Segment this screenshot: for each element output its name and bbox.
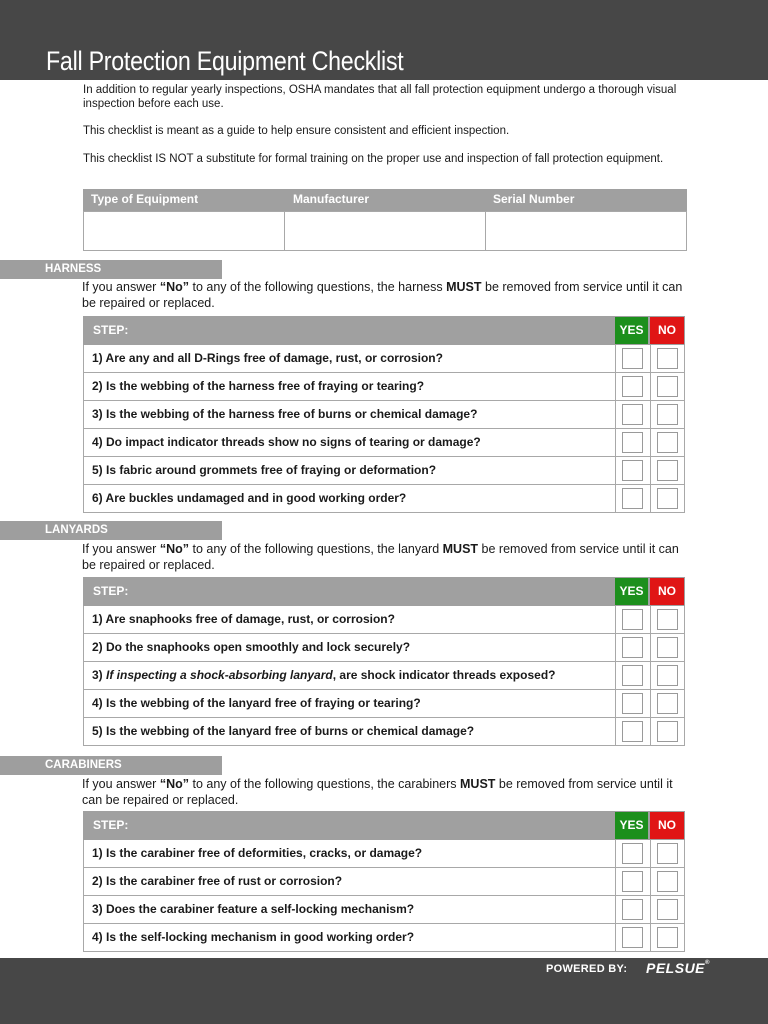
step-question (92, 668, 555, 682)
harness-step-row (83, 401, 685, 429)
harness-warning-must: MUST (446, 280, 482, 294)
no-header: NO (650, 578, 684, 605)
yes-checkbox[interactable] (622, 927, 643, 948)
no-checkbox[interactable] (657, 488, 678, 509)
no-checkbox[interactable] (657, 460, 678, 481)
harness-warning-text: If you answer (82, 280, 160, 294)
no-checkbox[interactable] (657, 376, 678, 397)
intro-paragraph-3: This checklist IS NOT a substitute for formal training on the proper use and inspection of fall protection equipment. (83, 153, 664, 165)
carabiners-step-row (83, 896, 685, 924)
logo-text: PELSUE (646, 960, 706, 976)
serial-number-header: Serial Number (493, 192, 575, 206)
step-label: STEP: (93, 584, 129, 598)
carabiners-warning (82, 777, 687, 808)
harness-warning-no: “No” (159, 280, 189, 294)
step-question: 4) Is the self-locking mechanism in good working order? (92, 930, 415, 944)
carabiners-warning-text-2: to any of the following questions, the carabiners (189, 777, 460, 791)
step-question: 4) Do impact indicator threads show no signs of tearing or damage? (92, 435, 481, 449)
step-question: 6) Are buckles undamaged and in good working order? (92, 491, 407, 505)
yes-checkbox[interactable] (622, 899, 643, 920)
no-checkbox[interactable] (657, 721, 678, 742)
harness-step-header (83, 316, 685, 345)
yes-checkbox[interactable] (622, 432, 643, 453)
yes-checkbox[interactable] (622, 693, 643, 714)
powered-by-label: POWERED BY: (546, 963, 628, 975)
yes-checkbox[interactable] (622, 488, 643, 509)
intro-paragraph-1: In addition to regular yearly inspections, OSHA mandates that all fall protection equipment undergo a thorough visual inspection before each use. (83, 84, 677, 110)
yes-header: YES (615, 317, 648, 344)
no-checkbox[interactable] (657, 404, 678, 425)
no-checkbox[interactable] (657, 927, 678, 948)
carabiners-section-bar (0, 756, 222, 775)
step-question: 5) Is the webbing of the lanyard free of burns or chemical damage? (92, 724, 475, 738)
carabiners-warning-text: If you answer (82, 777, 160, 791)
equipment-info-header (83, 189, 687, 211)
step-number: 3) (92, 668, 107, 682)
harness-step-row (83, 373, 685, 401)
step-label: STEP: (93, 323, 129, 337)
carabiners-step-row (83, 868, 685, 896)
type-of-equipment-header: Type of Equipment (91, 192, 199, 206)
yes-checkbox[interactable] (622, 460, 643, 481)
yes-checkbox[interactable] (622, 721, 643, 742)
harness-step-row (83, 429, 685, 457)
step-question: 3) Does the carabiner feature a self-locking mechanism? (92, 902, 415, 916)
harness-step-row (83, 345, 685, 373)
step-question: 2) Is the webbing of the harness free of fraying or tearing? (92, 379, 425, 393)
harness-section-bar (0, 260, 222, 279)
type-of-equipment-field[interactable] (83, 211, 285, 251)
lanyards-step-row (83, 718, 685, 746)
lanyards-warning-text-2: to any of the following questions, the lanyard (189, 542, 443, 556)
harness-step-row (83, 457, 685, 485)
no-checkbox[interactable] (657, 665, 678, 686)
yes-checkbox[interactable] (622, 404, 643, 425)
lanyards-step-row (83, 606, 685, 634)
no-header: NO (650, 812, 684, 839)
equipment-info-table (83, 189, 687, 252)
page-title: Fall Protection Equipment Checklist (46, 46, 404, 76)
yes-checkbox[interactable] (622, 376, 643, 397)
lanyards-section-bar (0, 521, 222, 540)
step-question: 2) Do the snaphooks open smoothly and lock securely? (92, 640, 411, 654)
no-header: NO (650, 317, 684, 344)
lanyards-warning-must: MUST (442, 542, 479, 556)
manufacturer-header: Manufacturer (293, 192, 370, 206)
step-question: 1) Are any and all D-Rings free of damage, rust, or corrosion? (92, 351, 443, 365)
no-checkbox[interactable] (657, 899, 678, 920)
carabiners-step-row (83, 924, 685, 952)
step-question: 5) Is fabric around grommets free of fraying or deformation? (92, 463, 437, 477)
lanyards-warning-no: “No” (159, 542, 189, 556)
carabiners-step-row (83, 840, 685, 868)
carabiners-section-title: CARABINERS (45, 759, 122, 771)
pelsue-logo (646, 960, 710, 976)
serial-number-field[interactable] (485, 211, 687, 251)
lanyards-step-row (83, 634, 685, 662)
step-question: 3) Is the webbing of the harness free of burns or chemical damage? (92, 407, 478, 421)
carabiners-warning-must: MUST (460, 777, 496, 791)
lanyards-warning-text: If you answer (82, 542, 160, 556)
lanyards-warning-text-3: be removed from service until it can be repaired or replaced. (82, 542, 679, 572)
carabiners-warning-no: “No” (159, 777, 189, 791)
lanyards-step-row (83, 690, 685, 718)
carabiners-warning-text-3: be removed from service until it can be repaired or replaced. (82, 777, 673, 807)
yes-checkbox[interactable] (622, 843, 643, 864)
no-checkbox[interactable] (657, 693, 678, 714)
no-checkbox[interactable] (657, 871, 678, 892)
harness-warning-text-2: to any of the following questions, the harness (189, 280, 447, 294)
step-rest-text: , are shock indicator threads exposed? (332, 668, 556, 682)
yes-header: YES (615, 812, 648, 839)
yes-checkbox[interactable] (622, 609, 643, 630)
harness-section-title: HARNESS (45, 263, 102, 275)
yes-checkbox[interactable] (622, 348, 643, 369)
step-italic-text: If inspecting a shock-absorbing lanyard (106, 668, 333, 682)
no-checkbox[interactable] (657, 432, 678, 453)
step-question: 1) Is the carabiner free of deformities, cracks, or damage? (92, 846, 423, 860)
step-label: STEP: (93, 818, 129, 832)
harness-warning-text-3: be removed from service until it can be repaired or replaced. (82, 280, 683, 310)
yes-header: YES (615, 578, 648, 605)
step-question: 2) Is the carabiner free of rust or corrosion? (92, 874, 343, 888)
yes-checkbox[interactable] (622, 665, 643, 686)
lanyards-step-header (83, 577, 685, 606)
manufacturer-field[interactable] (284, 211, 486, 251)
carabiners-step-header (83, 811, 685, 840)
no-checkbox[interactable] (657, 637, 678, 658)
yes-checkbox[interactable] (622, 637, 643, 658)
yes-checkbox[interactable] (622, 871, 643, 892)
lanyards-step-row (83, 662, 685, 690)
no-checkbox[interactable] (657, 609, 678, 630)
lanyards-section-title: LANYARDS (45, 524, 108, 536)
intro-paragraph-2: This checklist is meant as a guide to help ensure consistent and efficient inspection. (83, 125, 510, 137)
harness-warning (82, 280, 687, 311)
harness-step-row (83, 485, 685, 513)
lanyards-warning (82, 542, 687, 573)
no-checkbox[interactable] (657, 843, 678, 864)
step-question: 4) Is the webbing of the lanyard free of fraying or tearing? (92, 696, 421, 710)
trademark-mark: ® (705, 960, 710, 966)
no-checkbox[interactable] (657, 348, 678, 369)
step-question: 1) Are snaphooks free of damage, rust, or corrosion? (92, 612, 395, 626)
